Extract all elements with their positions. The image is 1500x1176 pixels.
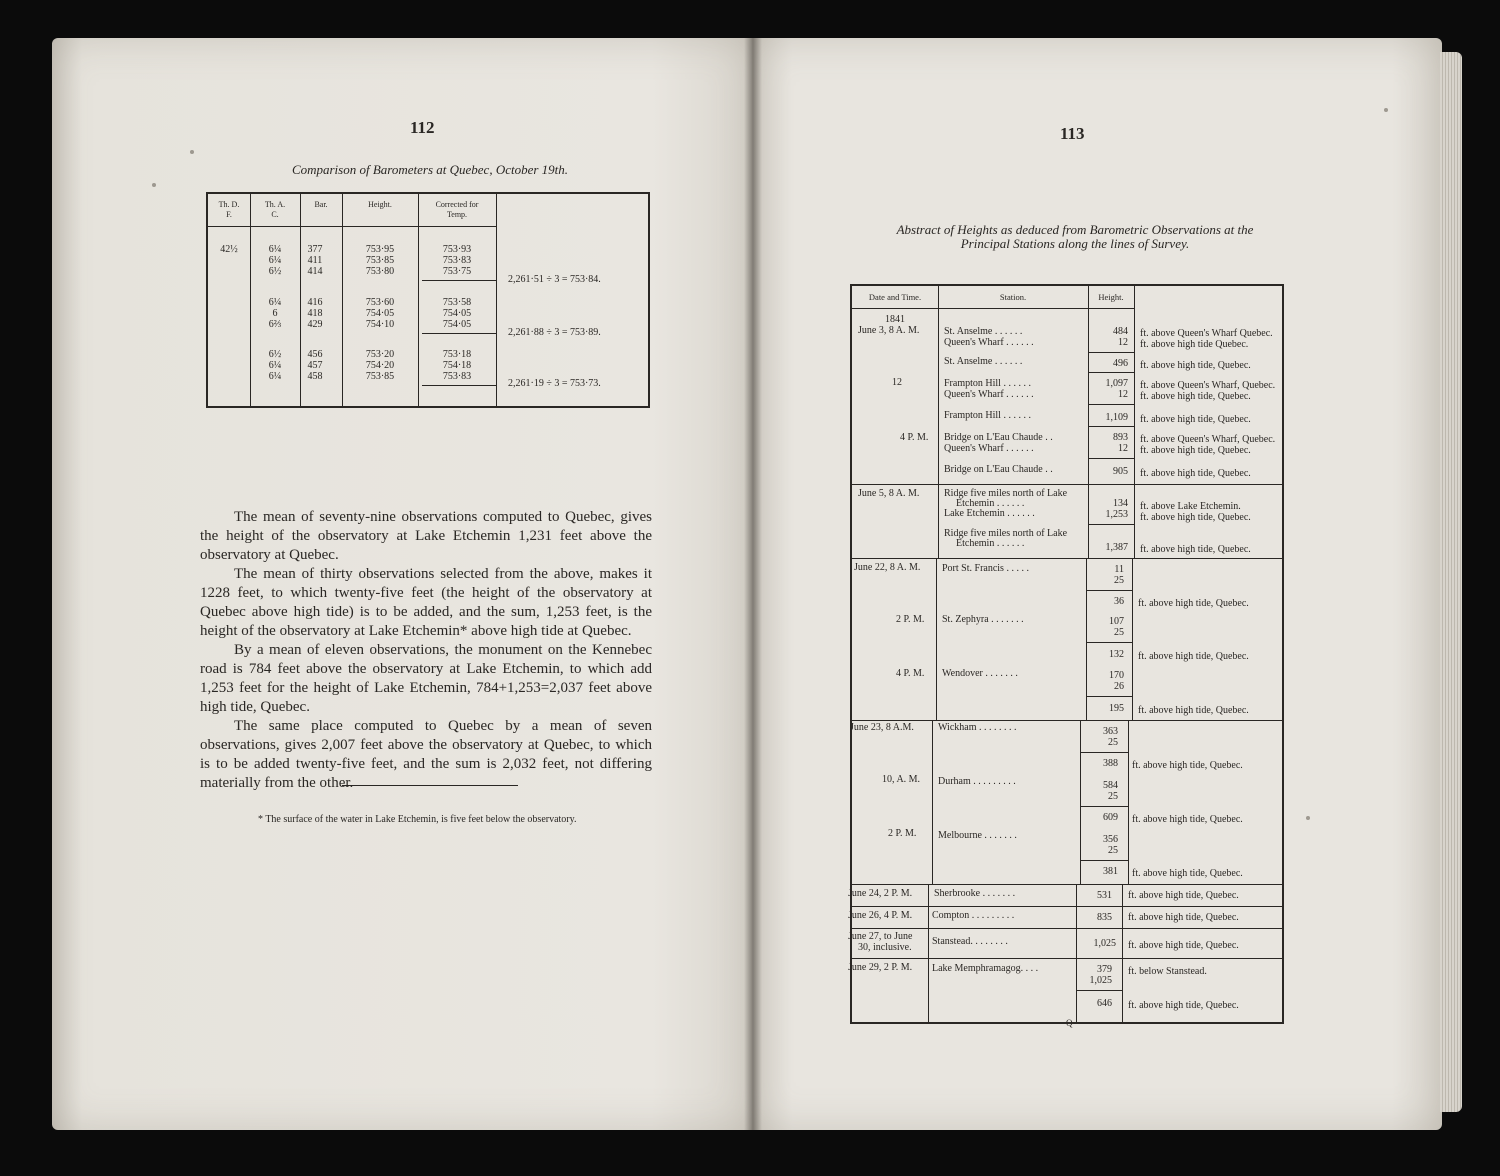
height-cell: 609 [1103, 812, 1118, 823]
header-height: Height. [1098, 292, 1124, 302]
paper-speck [152, 183, 156, 187]
station-cell: Wendover . . . . . . . [942, 668, 1018, 679]
height-cell: 893 [1113, 432, 1128, 443]
corrected-cell: 753·58 [442, 297, 472, 308]
date-label: 4 P. M. [896, 668, 925, 679]
station-cell: St. Anselme . . . . . . [944, 326, 1023, 337]
height-cell: 26 [1114, 681, 1124, 692]
height-cell: 12 [1118, 337, 1128, 348]
height-cell: 195 [1109, 703, 1124, 714]
note-cell: ft. above high tide, Quebec. [1140, 512, 1251, 523]
station-cell: Etchemin . . . . . . [956, 538, 1025, 549]
header-corrected: Corrected for Temp. [435, 200, 479, 219]
date-label: June 5, 8 A. M. [858, 488, 920, 499]
date-label: June 22, 8 A. M. [854, 562, 921, 573]
note-cell: ft. above Queen's Wharf, Quebec. [1140, 434, 1276, 445]
date-label: 2 P. M. [896, 614, 925, 625]
corrected-cell: 753·83 [442, 371, 472, 382]
height-cell: 25 [1114, 575, 1124, 586]
th-a-cell: 6½ [268, 349, 282, 360]
station-cell: Lake Etchemin . . . . . . [944, 508, 1035, 519]
height-cell: 584 [1103, 780, 1118, 791]
height-cell: 1,387 [1105, 542, 1128, 553]
station-cell: Wickham . . . . . . . . [938, 722, 1017, 733]
date-year: 1841 [885, 314, 905, 325]
date-label: 10, A. M. [882, 774, 921, 785]
height-cell: 754·20 [365, 360, 395, 371]
date-label: 30, inclusive. [858, 942, 912, 953]
note-cell: ft. above high tide, Quebec. [1140, 414, 1251, 425]
height-cell: 753·80 [365, 266, 395, 277]
station-cell: Queen's Wharf . . . . . . [944, 389, 1034, 400]
note-cell: ft. above high tide, Quebec. [1128, 912, 1239, 923]
header-height: Height. [368, 200, 392, 209]
th-d-value: 42½ [220, 244, 238, 255]
note-cell: ft. above high tide, Quebec. [1132, 814, 1243, 825]
note-cell: ft. below Stanstead. [1128, 966, 1207, 977]
height-cell: 531 [1097, 890, 1112, 901]
height-cell: 754·10 [365, 319, 395, 330]
height-cell: 1,253 [1105, 509, 1128, 520]
note-cell: ft. above high tide, Quebec. [1140, 544, 1251, 555]
station-cell: Etchemin . . . . . . [956, 498, 1025, 509]
note-cell: ft. above high tide Quebec. [1140, 339, 1249, 350]
height-cell: 835 [1097, 912, 1112, 923]
height-cell: 134 [1113, 498, 1128, 509]
height-cell: 753·85 [365, 371, 395, 382]
station-cell: Melbourne . . . . . . . [938, 830, 1017, 841]
height-cell: 25 [1108, 737, 1118, 748]
th-a-cell: 6¼ [268, 244, 282, 255]
height-cell: 646 [1097, 998, 1112, 1009]
mean-result: 2,261·88 ÷ 3 = 753·89. [508, 327, 601, 338]
note-cell: ft. above high tide, Quebec. [1140, 391, 1251, 402]
note-cell: ft. above Queen's Wharf Quebec. [1140, 328, 1273, 339]
height-cell: 1,097 [1105, 378, 1128, 389]
page-edges [1440, 52, 1462, 1112]
station-cell: St. Anselme . . . . . . [944, 356, 1023, 367]
right-table-caption-line2: Principal Stations along the lines of Survey. [960, 236, 1190, 251]
station-cell: Durham . . . . . . . . . [938, 776, 1016, 787]
paper-speck [1306, 816, 1310, 820]
date-label: June 24, 2 P. M. [848, 888, 913, 899]
station-cell: Frampton Hill . . . . . . [944, 378, 1031, 389]
corrected-cell: 753·75 [442, 266, 472, 277]
date-label: 4 P. M. [900, 432, 929, 443]
th-a-cell: 6 [272, 308, 278, 319]
paragraph: The same place computed to Quebec by a mean of seven observations, gives 2,007 feet above the observatory at Quebec, to which is to be added twenty-five feet, and the sum is 2,032 feet, not differing materially from the other. [200, 718, 652, 791]
date-label: June 26, 4 P. M. [848, 910, 913, 921]
station-cell: Lake Memphramagog. . . . [932, 963, 1039, 974]
height-cell: 496 [1113, 358, 1128, 369]
station-cell: St. Zephyra . . . . . . . [942, 614, 1024, 625]
paragraph: The mean of seventy-nine observations computed to Quebec, gives the height of the observatory at Lake Etchemin 1,231 feet above the observatory at Quebec. [200, 509, 652, 563]
height-cell: 132 [1109, 649, 1124, 660]
paragraph: By a mean of eleven observations, the monument on the Kennebec road is 784 feet above the observatory at Lake Etchemin, to which add 1,253 feet for the height of Lake Etchemin, 784+1,253=2,037 feet above high tide, Quebec. [200, 642, 652, 715]
heights-abstract-table [850, 284, 1284, 1024]
date-label: 12 [892, 377, 902, 388]
station-cell: Compton . . . . . . . . . [932, 910, 1015, 921]
station-cell: Bridge on L'Eau Chaude . . [944, 464, 1053, 475]
height-cell: 381 [1103, 866, 1118, 877]
corrected-cell: 754·05 [442, 308, 472, 319]
corrected-cell: 753·93 [442, 244, 472, 255]
height-cell: 905 [1113, 466, 1128, 477]
header-th-d: Th. D. F. [218, 200, 240, 219]
bar-cell: 456 [307, 349, 323, 360]
height-cell: 11 [1114, 564, 1124, 575]
th-a-cell: 6¼ [268, 255, 282, 266]
note-cell: ft. above high tide, Quebec. [1128, 1000, 1239, 1011]
corrected-cell: 754·05 [442, 319, 472, 330]
station-cell: Queen's Wharf . . . . . . [944, 337, 1034, 348]
height-cell: 388 [1103, 758, 1118, 769]
left-table-caption: Comparison of Barometers at Quebec, October 19th. [291, 162, 569, 177]
station-cell: Sherbrooke . . . . . . . [934, 888, 1016, 899]
station-cell: Stanstead. . . . . . . . [932, 936, 1008, 947]
height-cell: 1,109 [1105, 412, 1128, 423]
right-page-number: 113 [1060, 124, 1085, 143]
note-cell: ft. above high tide, Quebec. [1132, 868, 1243, 879]
note-cell: ft. above high tide, Quebec. [1138, 651, 1249, 662]
header-date: Date and Time. [868, 292, 922, 302]
paragraph: The mean of thirty observations selected from the above, makes it 1228 feet, to which twenty-five feet (the height of the observatory at Quebec above high tide) is to be added, and the sum, 1,253 feet, is the height of the observatory at Lake Etchemin* above high tide at Quebec. [200, 566, 652, 639]
bar-cell: 377 [307, 244, 323, 255]
paper-speck [1384, 108, 1388, 112]
height-cell: 753·20 [365, 349, 395, 360]
th-a-cell: 6¼ [268, 360, 282, 371]
th-a-cell: 6¼ [268, 297, 282, 308]
station-cell: Frampton Hill . . . . . . [944, 410, 1031, 421]
header-bar: Bar. [314, 200, 328, 209]
note-cell: ft. above high tide, Quebec. [1128, 890, 1239, 901]
height-cell: 484 [1113, 326, 1128, 337]
height-cell: 25 [1108, 791, 1118, 802]
note-cell: ft. above high tide, Quebec. [1138, 705, 1249, 716]
date-label: June 3, 8 A. M. [858, 325, 920, 336]
mean-result: 2,261·19 ÷ 3 = 753·73. [508, 378, 601, 389]
bar-cell: 411 [307, 255, 323, 266]
height-cell: 170 [1109, 670, 1124, 681]
th-a-cell: 6⅔ [268, 319, 282, 330]
bar-cell: 414 [307, 266, 323, 277]
th-a-cell: 6½ [268, 266, 282, 277]
height-cell: 1,025 [1089, 975, 1112, 986]
header-th-a: Th. A. C. [264, 200, 286, 219]
left-page-number: 112 [410, 118, 435, 137]
note-cell: ft. above Queen's Wharf, Quebec. [1140, 380, 1276, 391]
height-cell: 12 [1118, 389, 1128, 400]
height-cell: 36 [1114, 596, 1124, 607]
book-gutter [744, 38, 762, 1130]
note-cell: ft. above high tide, Quebec. [1132, 760, 1243, 771]
height-cell: 753·60 [365, 297, 395, 308]
footnote: * The surface of the water in Lake Etchemin, is five feet below the observatory. [258, 814, 577, 825]
note-cell: ft. above high tide, Quebec. [1140, 468, 1251, 479]
th-a-cell: 6¼ [268, 371, 282, 382]
footnote-rule [342, 785, 518, 786]
station-cell: Ridge five miles north of Lake [944, 528, 1068, 539]
height-cell: 356 [1103, 834, 1118, 845]
note-cell: ft. above high tide, Quebec. [1140, 360, 1251, 371]
right-table-caption-line1: Abstract of Heights as deduced from Barometric Observations at the [896, 222, 1254, 237]
bar-cell: 418 [307, 308, 323, 319]
signature-mark: Q [1066, 1018, 1073, 1028]
corrected-cell: 753·83 [442, 255, 472, 266]
height-cell: 363 [1103, 726, 1118, 737]
corrected-cell: 754·18 [442, 360, 472, 371]
height-cell: 754·05 [365, 308, 395, 319]
paper-speck [190, 150, 194, 154]
height-cell: 1,025 [1093, 938, 1116, 949]
station-cell: Ridge five miles north of Lake [944, 488, 1068, 499]
bar-cell: 429 [307, 319, 323, 330]
note-cell: ft. above high tide, Quebec. [1138, 598, 1249, 609]
station-cell: Bridge on L'Eau Chaude . . [944, 432, 1053, 443]
height-cell: 107 [1109, 616, 1124, 627]
header-station: Station. [999, 292, 1027, 302]
note-cell: ft. above Lake Etchemin. [1140, 501, 1241, 512]
height-cell: 753·85 [365, 255, 395, 266]
height-cell: 25 [1108, 845, 1118, 856]
body-text [200, 508, 652, 793]
station-cell: Port St. Francis . . . . . [942, 563, 1029, 574]
date-label: June 23, 8 A.M. [850, 722, 914, 733]
date-label: June 27, to June [848, 931, 913, 942]
station-cell: Queen's Wharf . . . . . . [944, 443, 1034, 454]
height-cell: 379 [1097, 964, 1112, 975]
date-label: 2 P. M. [888, 828, 917, 839]
note-cell: ft. above high tide, Quebec. [1128, 940, 1239, 951]
bar-cell: 457 [307, 360, 323, 371]
barometer-comparison-table [206, 192, 650, 408]
height-cell: 753·95 [365, 244, 395, 255]
date-label: June 29, 2 P. M. [848, 962, 913, 973]
bar-cell: 458 [307, 371, 323, 382]
corrected-cell: 753·18 [442, 349, 472, 360]
height-cell: 12 [1118, 443, 1128, 454]
mean-result: 2,261·51 ÷ 3 = 753·84. [508, 274, 601, 285]
bar-cell: 416 [307, 297, 323, 308]
height-cell: 25 [1114, 627, 1124, 638]
note-cell: ft. above high tide, Quebec. [1140, 445, 1251, 456]
